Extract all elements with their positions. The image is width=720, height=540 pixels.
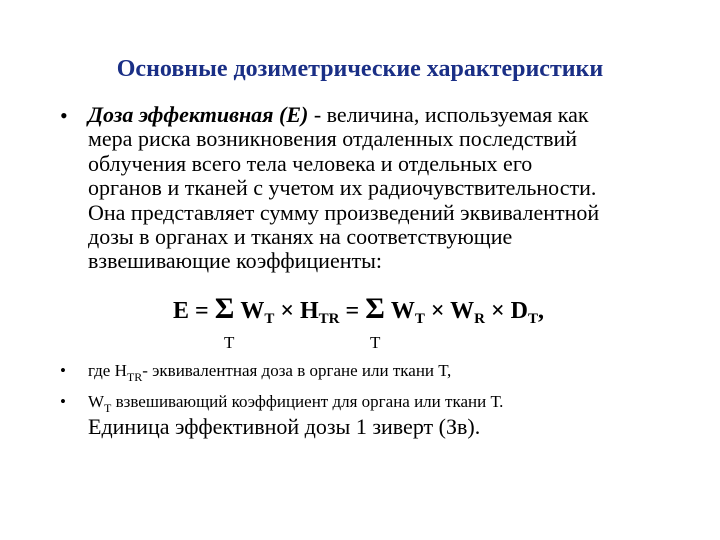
formula-equals: = xyxy=(339,298,366,324)
effective-dose-formula xyxy=(173,292,544,328)
formula-lhs: E = xyxy=(173,298,215,324)
formula-h-sub: TR xyxy=(318,311,340,327)
bullet-3: • xyxy=(60,392,66,411)
definition-line-4: органов и тканей с учетом их радиочувствительности. xyxy=(88,175,597,201)
definition-line-3: облучения всего тела человека и отдельных его xyxy=(88,150,533,176)
unit-line: Единица эффективной дозы 1 зиверт (Зв). xyxy=(88,414,481,439)
sigma-symbol-1: Σ xyxy=(214,292,235,325)
note-equivalent-dose xyxy=(88,361,451,385)
formula-end: , xyxy=(537,298,544,324)
bullet-2: • xyxy=(60,361,66,380)
formula-wr: × W xyxy=(424,298,475,324)
slide-title: Основные дозиметрические характеристики xyxy=(116,56,604,82)
note-weighting-factor xyxy=(88,392,503,416)
definition-line-1-text: - величина, используемая как xyxy=(308,102,589,127)
formula-w2-sub: T xyxy=(414,311,425,327)
note-2-prefix: W xyxy=(88,392,105,411)
definition-line-6: дозы в органах и тканях на соответствующие xyxy=(88,224,513,250)
note-1-text: - эквивалентная доза в органе или ткани Т, xyxy=(142,361,452,380)
note-2-text: взвешивающий коэффициент для органа или ткани Т. xyxy=(111,392,504,411)
definition-line-7: взвешивающие коэффициенты: xyxy=(88,248,382,274)
sigma-index-2: T xyxy=(370,333,381,352)
note-1-prefix: где H xyxy=(88,361,127,380)
sigma-index-1: T xyxy=(224,333,235,352)
bullet-1: • xyxy=(60,103,68,128)
formula-w2: W xyxy=(384,298,415,324)
definition-paragraph xyxy=(88,103,668,274)
sigma-symbol-2: Σ xyxy=(365,292,385,325)
formula-wr-sub: R xyxy=(474,311,485,327)
formula-d-sub: T xyxy=(527,311,538,327)
definition-line-5: Она представляет сумму произведений эквивалентной xyxy=(88,199,600,225)
formula-h: × H xyxy=(274,298,319,324)
definition-line-1 xyxy=(88,103,668,127)
formula-w1: W xyxy=(234,298,265,324)
note-1-sub: TR xyxy=(126,370,143,384)
definition-term: Доза эффективная (Е) xyxy=(88,102,309,127)
formula-d: × D xyxy=(484,298,528,324)
definition-line-2: мера риска возникновения отдаленных последствий xyxy=(88,126,578,152)
note-2-sub: T xyxy=(104,401,112,415)
formula-w1-sub: T xyxy=(264,311,275,327)
